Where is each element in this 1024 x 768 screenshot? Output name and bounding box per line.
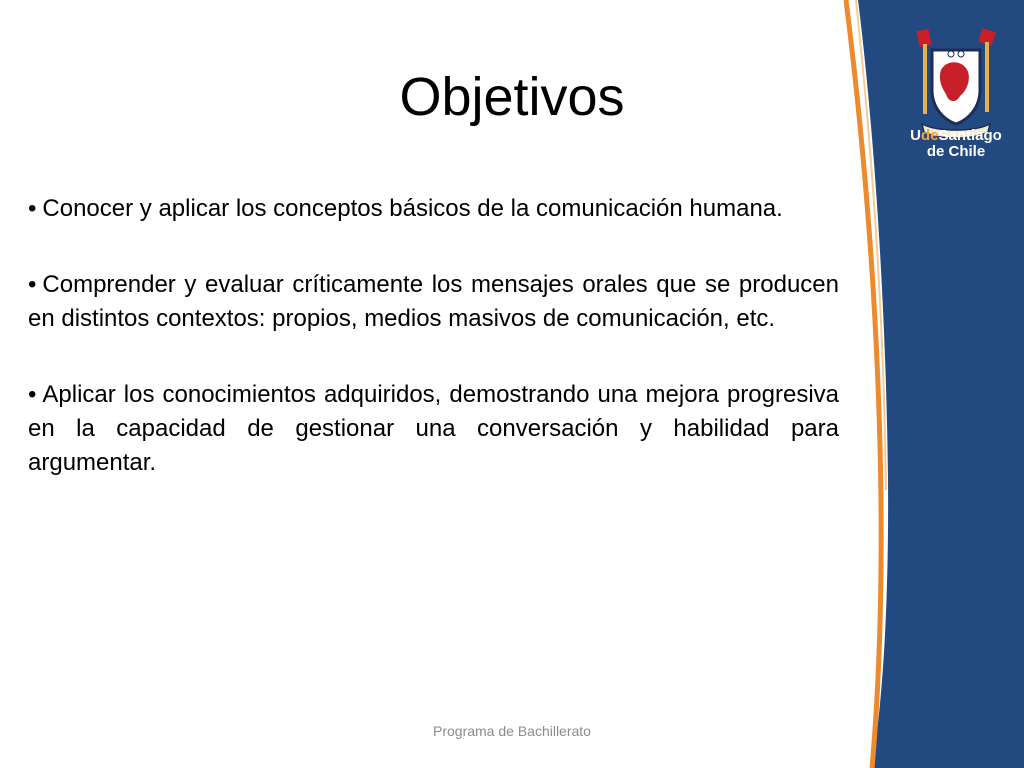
objective-bullet	[28, 192, 839, 226]
logo-name: Santiago	[938, 127, 1002, 144]
objective-bullet	[28, 378, 839, 480]
bullet-text: Aplicar los conocimientos adquiridos, demostrando una mejora progresiva en la capacidad de gestionar una conversación y habilidad para argumentar.	[28, 381, 839, 476]
bullet-mark-icon: •	[28, 381, 37, 408]
bullet-mark-icon: •	[28, 271, 37, 298]
objectives-list	[28, 192, 839, 522]
university-logo-wordmark	[900, 128, 1012, 160]
bullet-text: Comprender y evaluar críticamente los mensajes orales que se producen en distintos contextos: propios, medios masivos de comunicación, etc.	[28, 271, 839, 332]
objective-bullet	[28, 268, 839, 336]
logo-prefix: U	[910, 127, 921, 144]
bullet-text: Conocer y aplicar los conceptos básicos de la comunicación humana.	[42, 195, 783, 222]
slide-title: Objetivos	[399, 67, 625, 127]
logo-line2: de Chile	[926, 143, 986, 160]
slide-footer: Programa de Bachillerato	[433, 723, 591, 739]
logo-accent: de	[920, 127, 939, 144]
bullet-mark-icon: •	[28, 195, 37, 222]
